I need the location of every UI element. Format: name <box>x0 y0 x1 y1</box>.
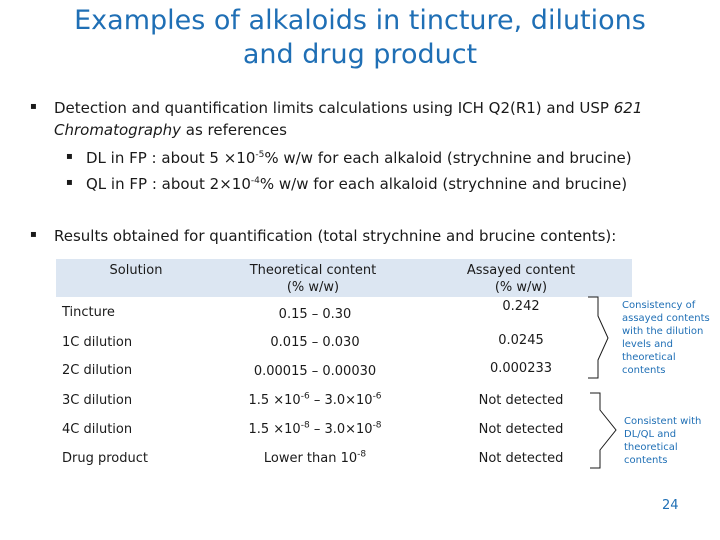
table-cell-assayed: 0.000233 <box>489 361 553 376</box>
table-cell-assayed: Not detected <box>478 451 564 466</box>
header-assayed-line1: Assayed content <box>466 263 576 278</box>
note-line: Consistency of <box>622 300 696 311</box>
bracket-consistency-icon <box>588 297 608 378</box>
header-solution: Solution <box>109 263 163 278</box>
bullet-text: Detection and quantification limits calculations using ICH Q2(R1) and USP <box>54 99 614 117</box>
bullet-square-icon: ▪ <box>30 229 37 240</box>
dl-text-tail: % w/w for each alkaloid (strychnine and brucine) <box>264 149 632 167</box>
table-cell-solution: 3C dilution <box>62 393 133 408</box>
note-line: theoretical <box>622 352 676 363</box>
sub-bullet-icon: ▪ <box>66 151 73 162</box>
table-cell-theoretical: 0.15 – 0.30 <box>278 307 352 322</box>
table-cell-solution: Drug product <box>62 451 148 466</box>
dl-exponent: -5 <box>255 150 265 160</box>
bullet-results: Results obtained for quantification (total strychnine and brucine contents): <box>54 227 617 245</box>
value-text: 1.5 ×10 <box>248 422 301 437</box>
note-line: theoretical <box>624 442 678 453</box>
value-text: – 3.0×10 <box>309 422 373 437</box>
table-cell-solution: 2C dilution <box>62 363 133 378</box>
table-cell-theoretical: 0.015 – 0.030 <box>270 335 360 350</box>
ql-text-tail: % w/w for each alkaloid (strychnine and brucine) <box>259 175 628 193</box>
bullet-italic: 621 <box>613 99 643 117</box>
value-text: Lower than 10 <box>263 451 358 466</box>
bullet-text-references: as references <box>180 121 287 139</box>
table-cell-assayed: 0.242 <box>502 299 540 314</box>
ql-exponent: -4 <box>250 176 260 186</box>
ql-text: QL in FP : about 2×10 <box>86 175 251 193</box>
bullet-square-icon: ▪ <box>30 101 37 112</box>
value-exponent: -8 <box>300 420 310 431</box>
note-consistent-dlql <box>624 415 701 467</box>
note-line: with the dilution <box>622 326 704 337</box>
table-cell-solution: 4C dilution <box>62 422 133 437</box>
sub-bullet-icon: ▪ <box>66 177 73 188</box>
header-assayed-line2: (% w/w) <box>494 280 548 295</box>
table-cell-theoretical: 0.00015 – 0.00030 <box>253 364 377 379</box>
table-cell-assayed: Not detected <box>478 393 564 408</box>
note-line: contents <box>624 455 668 466</box>
page-number: 24 <box>662 498 679 513</box>
dl-text: DL in FP : about 5 ×10 <box>86 149 256 167</box>
header-theoretical-line2: (% w/w) <box>286 280 340 295</box>
title-line-1: Examples of alkaloids in tincture, dilutions <box>74 5 646 36</box>
bullet-italic-chromatography: Chromatography <box>54 121 181 139</box>
value-exponent: -6 <box>300 391 310 402</box>
note-line: contents <box>622 365 666 376</box>
note-consistency <box>622 299 710 377</box>
title-line-2: and drug product <box>242 39 478 70</box>
value-text: 1.5 ×10 <box>248 393 301 408</box>
value-exponent: -8 <box>357 449 367 460</box>
table-cell-solution: Tincture <box>62 305 115 320</box>
table-cell-assayed: Not detected <box>478 422 564 437</box>
bracket-dlql-icon <box>590 393 616 468</box>
value-exponent: -6 <box>372 391 382 402</box>
note-line: Consistent with <box>624 416 702 427</box>
table-cell-assayed: 0.0245 <box>498 333 544 348</box>
table-cell-solution: 1C dilution <box>62 335 133 350</box>
note-line: assayed contents <box>622 313 710 324</box>
header-theoretical-line1: Theoretical content <box>249 263 377 278</box>
value-exponent: -8 <box>372 420 382 431</box>
value-text: – 3.0×10 <box>309 393 373 408</box>
note-line: DL/QL and <box>624 429 677 440</box>
note-line: levels and <box>622 339 673 350</box>
